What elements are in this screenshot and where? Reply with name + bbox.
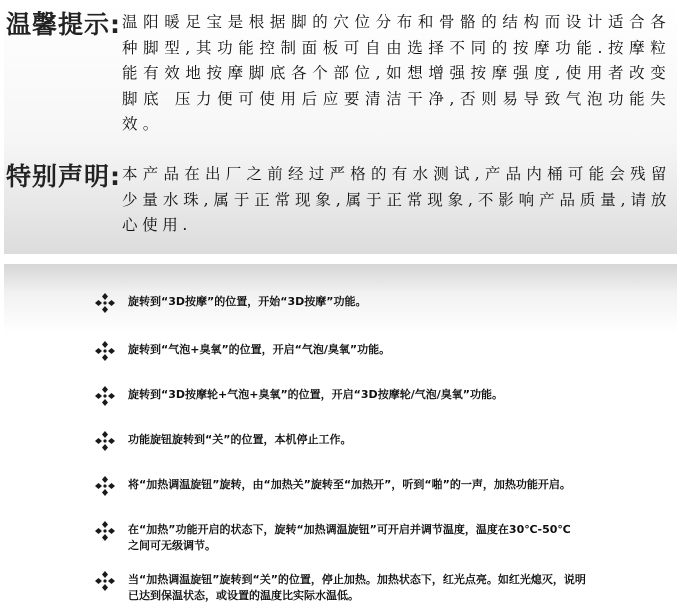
instruction-text: 在“加热”功能开启的状态下，旋转“加热调温旋钮”可开启并调节温度，温度在30℃-50℃ 之间可无级调节。 (128, 523, 571, 552)
instruction-text: 功能旋钮旋转到“关”的位置，本机停止工作。 (128, 433, 352, 446)
notice-statement (6, 160, 671, 239)
instruction-text: 旋转到“3D按摩”的位置，开始“3D按摩”功能。 (128, 295, 367, 308)
list-item (94, 387, 664, 407)
notice-text: 本产品在出厂之前经过严格的有水测试,产品内桶可能会残留少量水珠,属于正常现象,属于正常现象,不影响产品质量,请放心使用. (122, 165, 671, 234)
four-diamond-bullet-icon (94, 430, 116, 452)
four-diamond-bullet-icon (94, 520, 116, 542)
four-diamond-bullet-icon (94, 340, 116, 362)
instruction-text: 当“加热调温旋钮”旋转到“关”的位置，停止加热。加热状态下，红光点亮。如红光熄灭，说明 已达到保温状态，或设置的温度比实际水温低。 (128, 573, 586, 602)
instruction-text: 旋转到“气泡+臭氧”的位置，开启“气泡/臭氧”功能。 (128, 343, 391, 356)
four-diamond-bullet-icon (94, 292, 116, 314)
list-item (94, 294, 664, 314)
notice-text: 温阳暖足宝是根据脚的穴位分布和骨骼的结构而设计适合各种脚型,其功能控制面板可自由选择不同的按摩功能.按摩粒能有效地按摩脚底各个部位,如想增强按摩强度,使用者改变脚底 压力便可使用后应要清洁干净,否则易导致气泡功能失效。 (122, 13, 671, 133)
list-item (94, 572, 664, 604)
instruction-text: 旋转到“3D按摩轮+气泡+臭氧”的位置，开启“3D按摩轮/气泡/臭氧”功能。 (128, 388, 503, 401)
list-item (94, 477, 664, 497)
four-diamond-bullet-icon (94, 570, 116, 592)
list-item (94, 432, 664, 452)
list-item (94, 342, 664, 362)
four-diamond-bullet-icon (94, 385, 116, 407)
notice-tips (6, 8, 671, 138)
notice-label: 特别声明: (6, 162, 121, 191)
list-item (94, 522, 664, 554)
notice-label: 温馨提示: (6, 10, 121, 39)
instruction-text: 将“加热调温旋钮”旋转，由“加热关”旋转至“加热开”，听到“啪”的一声，加热功能开启。 (128, 478, 571, 491)
four-diamond-bullet-icon (94, 475, 116, 497)
